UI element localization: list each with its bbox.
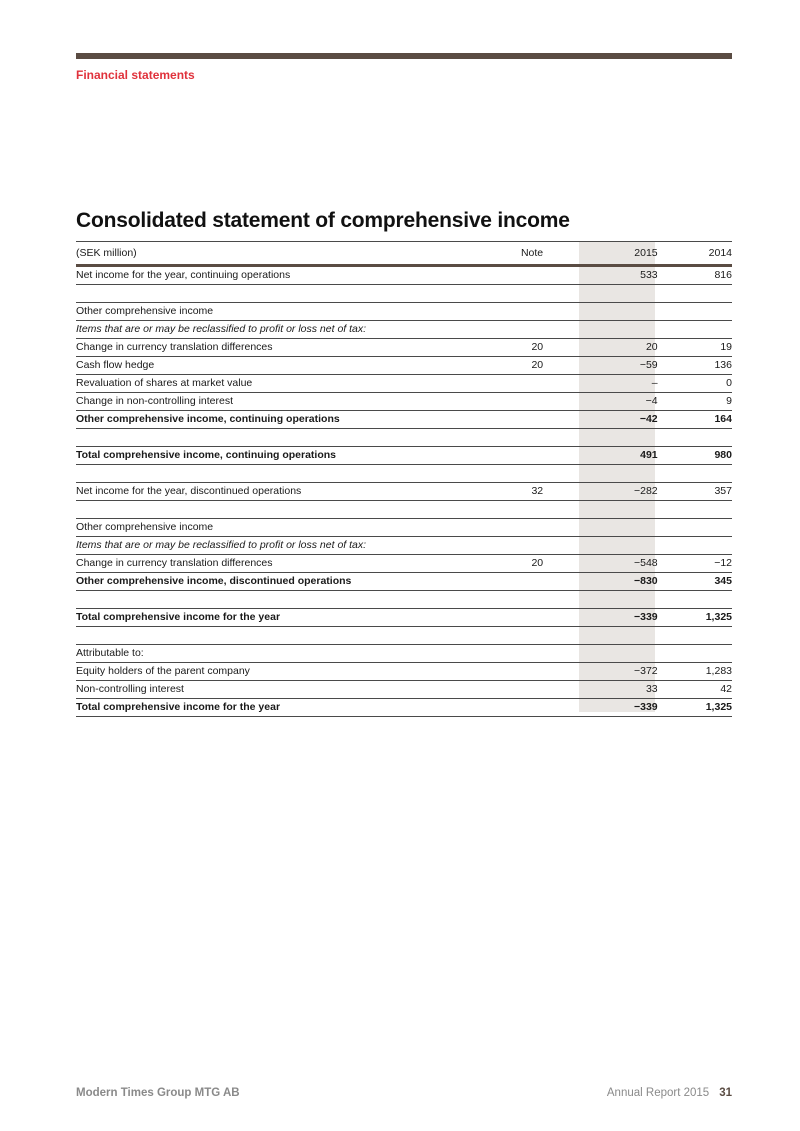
footer-company: Modern Times Group MTG AB: [76, 1087, 240, 1099]
row-label: [76, 465, 481, 483]
table-row: [76, 555, 732, 573]
footer-report: [607, 1087, 732, 1099]
row-label: [76, 501, 481, 519]
row-value-2015: −59: [581, 357, 657, 375]
row-value-2014: [658, 519, 732, 537]
table-header-row: [76, 242, 732, 266]
row-note: [481, 681, 543, 699]
table-row: [76, 609, 732, 627]
spacer-row: [76, 591, 732, 609]
page-number: 31: [719, 1087, 732, 1099]
table-row: [76, 447, 732, 465]
table-row: [76, 303, 732, 321]
row-value-2015: [581, 537, 657, 555]
spacer-row: [76, 285, 732, 303]
row-value-2014: 345: [658, 573, 732, 591]
row-value-2014: 42: [658, 681, 732, 699]
row-note: [481, 573, 543, 591]
row-value-2015: [581, 519, 657, 537]
row-value-2015: −4: [581, 393, 657, 411]
row-value-2015: −282: [581, 483, 657, 501]
page-title: Consolidated statement of comprehensive income: [76, 209, 570, 232]
row-label: Change in currency translation differences: [76, 339, 481, 357]
table-row: [76, 573, 732, 591]
row-value-2015: −339: [581, 699, 657, 717]
header-rule: [76, 53, 732, 59]
header-2014: 2014: [658, 242, 732, 266]
row-value-2014: [658, 627, 732, 645]
row-label: Attributable to:: [76, 645, 481, 663]
row-note: [481, 429, 543, 447]
header-2015: 2015: [581, 242, 657, 266]
row-note: [481, 465, 543, 483]
row-value-2014: [658, 465, 732, 483]
row-value-2015: [581, 429, 657, 447]
spacer-row: [76, 465, 732, 483]
row-note: [481, 537, 543, 555]
row-value-2015: −42: [581, 411, 657, 429]
row-label: Items that are or may be reclassified to profit or loss net of tax:: [76, 321, 481, 339]
header-note: Note: [481, 242, 543, 266]
row-value-2015: [581, 321, 657, 339]
row-value-2014: 9: [658, 393, 732, 411]
row-value-2015: [581, 591, 657, 609]
row-note: [481, 393, 543, 411]
table-row: [76, 699, 732, 717]
row-label: Net income for the year, discontinued operations: [76, 483, 481, 501]
row-note: [481, 285, 543, 303]
spacer-row: [76, 501, 732, 519]
row-value-2014: [658, 429, 732, 447]
table-row: [76, 681, 732, 699]
row-value-2015: 491: [581, 447, 657, 465]
row-note: [481, 303, 543, 321]
row-label: Other comprehensive income, continuing operations: [76, 411, 481, 429]
row-note: [481, 609, 543, 627]
row-label: Total comprehensive income for the year: [76, 699, 481, 717]
row-value-2015: 533: [581, 266, 657, 285]
row-value-2015: [581, 627, 657, 645]
row-value-2014: 0: [658, 375, 732, 393]
row-note: [481, 321, 543, 339]
row-value-2014: 357: [658, 483, 732, 501]
row-note: [481, 375, 543, 393]
row-value-2014: 19: [658, 339, 732, 357]
row-value-2014: 136: [658, 357, 732, 375]
row-label: Change in currency translation differences: [76, 555, 481, 573]
row-value-2015: [581, 465, 657, 483]
row-value-2014: 1,325: [658, 699, 732, 717]
table-row: [76, 645, 732, 663]
row-note: [481, 266, 543, 285]
row-label: Non-controlling interest: [76, 681, 481, 699]
row-value-2015: [581, 285, 657, 303]
row-value-2014: 816: [658, 266, 732, 285]
row-value-2015: [581, 501, 657, 519]
row-value-2014: [658, 285, 732, 303]
row-value-2014: [658, 645, 732, 663]
row-label: Equity holders of the parent company: [76, 663, 481, 681]
row-value-2014: 164: [658, 411, 732, 429]
row-label: [76, 591, 481, 609]
footer-report-title: Annual Report 2015: [606, 1087, 710, 1099]
row-label: Change in non-controlling interest: [76, 393, 481, 411]
row-note: [481, 663, 543, 681]
row-note: [481, 627, 543, 645]
row-note: [481, 411, 543, 429]
row-value-2014: [658, 501, 732, 519]
table-row: [76, 339, 732, 357]
row-value-2014: 1,325: [658, 609, 732, 627]
row-note: 20: [481, 357, 543, 375]
table-row: [76, 663, 732, 681]
row-value-2015: [581, 645, 657, 663]
row-value-2015: −339: [581, 609, 657, 627]
row-value-2014: [658, 537, 732, 555]
spacer-row: [76, 429, 732, 447]
row-value-2014: −12: [658, 555, 732, 573]
row-value-2015: –: [581, 375, 657, 393]
row-value-2015: −548: [581, 555, 657, 573]
row-label: Total comprehensive income for the year: [76, 609, 481, 627]
row-label: [76, 429, 481, 447]
row-label: Total comprehensive income, continuing operations: [76, 447, 481, 465]
spacer-row: [76, 627, 732, 645]
row-label: [76, 285, 481, 303]
table-row: [76, 483, 732, 501]
row-value-2014: 1,283: [658, 663, 732, 681]
row-value-2015: [581, 303, 657, 321]
row-label: [76, 627, 481, 645]
table-row: [76, 266, 732, 285]
table-row: [76, 375, 732, 393]
row-label: Other comprehensive income, discontinued operations: [76, 573, 481, 591]
row-label: Revaluation of shares at market value: [76, 375, 481, 393]
row-value-2014: [658, 303, 732, 321]
table-row: [76, 411, 732, 429]
row-value-2015: 33: [581, 681, 657, 699]
table-row: [76, 537, 732, 555]
row-note: 32: [481, 483, 543, 501]
row-value-2014: [658, 321, 732, 339]
row-note: [481, 447, 543, 465]
row-label: Other comprehensive income: [76, 303, 481, 321]
header-label: (SEK million): [76, 242, 481, 266]
row-note: [481, 591, 543, 609]
row-note: 20: [481, 555, 543, 573]
row-note: [481, 519, 543, 537]
row-value-2014: [658, 591, 732, 609]
row-note: [481, 501, 543, 519]
section-label: Financial statements: [76, 68, 195, 82]
row-value-2014: 980: [658, 447, 732, 465]
row-value-2015: −372: [581, 663, 657, 681]
row-label: Other comprehensive income: [76, 519, 481, 537]
table-row: [76, 321, 732, 339]
row-label: Items that are or may be reclassified to profit or loss net of tax:: [76, 537, 481, 555]
row-label: Net income for the year, continuing operations: [76, 266, 481, 285]
row-value-2015: −830: [581, 573, 657, 591]
row-note: [481, 699, 543, 717]
table-row: [76, 393, 732, 411]
table-row: [76, 357, 732, 375]
row-note: [481, 645, 543, 663]
row-label: Cash flow hedge: [76, 357, 481, 375]
table-row: [76, 519, 732, 537]
row-note: 20: [481, 339, 543, 357]
row-value-2015: 20: [581, 339, 657, 357]
comprehensive-income-table: [76, 241, 732, 717]
